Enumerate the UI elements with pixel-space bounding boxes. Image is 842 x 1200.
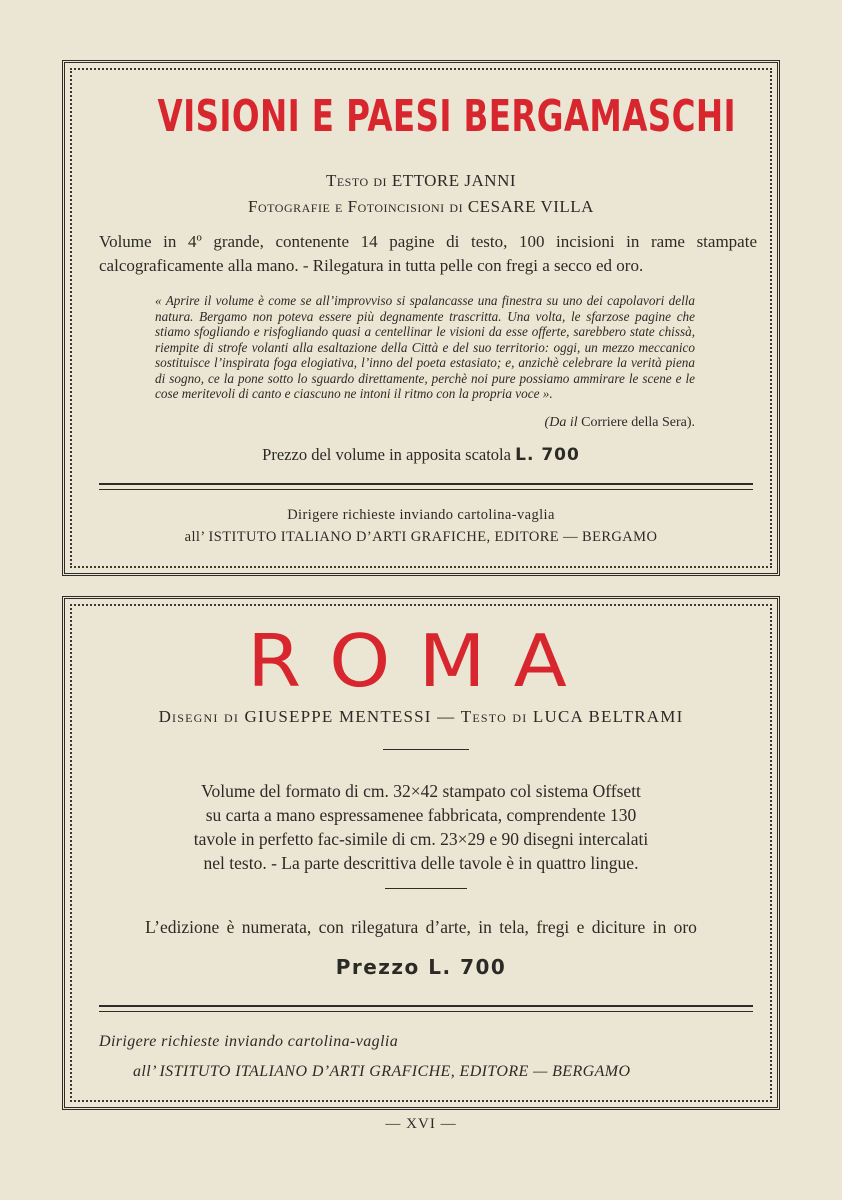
ad1-divider [99, 483, 753, 490]
ad2-description: Volume del formato di cm. 32×42 stampato col sistema Offsett su carta a mano espressamenee fabbricata, comprendente 130 tavole in perfetto fac-simile di cm. 23×29 e 90 disegni intercalati nel testo. - La parte descrittiva delle tavole è in quattro lingue. [193, 781, 649, 873]
ad1-press-quote: « Aprire il volume è come se all’improvviso si spalancasse una finestra su uno dei capolavori della natura. Bergamo non poteva essere più degnamente trascritta. Una volta, le sfarzose pagine che stiamo sfogliando e risfogliando quasi a centellinar le visioni da esse offerte, sarebbero state chissà, riempite di strofe volanti alla esaltazione della Città e del suo territorio: oggi, un mezzo meccanico sostituisce l’inspirata foga elogiativa, l’inno del poeta estasiato; e, anzichè celebrare la verità piena di sogno, ce la pone sotto lo sguardo direttamente, perchè noi pure possiamo ammirare le scene e le cose meritevoli di canto e ciascuno ne intoni il ritmo con la propria voce ». [155, 293, 695, 401]
page-number: — XVI — [385, 1116, 457, 1132]
ad1-order-line1: Dirigere richieste inviando cartolina-vaglia [287, 507, 555, 523]
ad2-price: Prezzo L. 700 [335, 955, 507, 979]
ad1-author: ETTORE JANNI [391, 171, 517, 190]
advertisement-roma [62, 596, 780, 1110]
ad1-quote-source: (Da il Corriere della Sera). [544, 415, 695, 430]
ad1-author-credit: Testo di ETTORE JANNI [325, 171, 517, 190]
advertisement-visioni [62, 60, 780, 576]
ad2-order-line1: Dirigere richieste inviando cartolina-vaglia [99, 1033, 399, 1050]
ad2-divider [99, 1005, 753, 1012]
ad1-photo-credit: Fotografie e Fotoincisioni di CESARE VILLA [248, 197, 594, 216]
ad2-artist: GIUSEPPE MENTESSI [244, 707, 432, 726]
ad2-author: LUCA BELTRAMI [532, 707, 684, 726]
ad2-short-rule-2 [385, 888, 467, 889]
ad1-photographer: CESARE VILLA [467, 197, 594, 216]
ad2-edition: L’edizione è numerata, con rilegatura d’arte, in tela, fregi e diciture in oro [145, 917, 697, 937]
ad2-order-line2: all’ ISTITUTO ITALIANO D’ARTI GRAFICHE, EDITORE — BERGAMO [133, 1063, 631, 1080]
ad1-order-line2: all’ ISTITUTO ITALIANO D’ARTI GRAFICHE, EDITORE — BERGAMO [184, 529, 658, 545]
ad1-title: VISIONI E PAESI BERGAMASCHI [157, 91, 736, 142]
ad1-price-value: L. 700 [515, 445, 580, 465]
ad1-price: Prezzo del volume in apposita scatola L. 700 [262, 445, 580, 465]
ad2-credits: Disegni di GIUSEPPE MENTESSI — Testo di LUCA BELTRAMI [158, 707, 684, 726]
ad1-description: Volume in 4º grande, contenente 14 pagine di testo, 100 incisioni in rame stampate calcograficamente alla mano. - Rilegatura in tutta pelle con fregi a secco ed oro. [99, 232, 757, 275]
ad2-title: ROMA [247, 619, 595, 703]
ad2-short-rule-1 [383, 749, 469, 750]
